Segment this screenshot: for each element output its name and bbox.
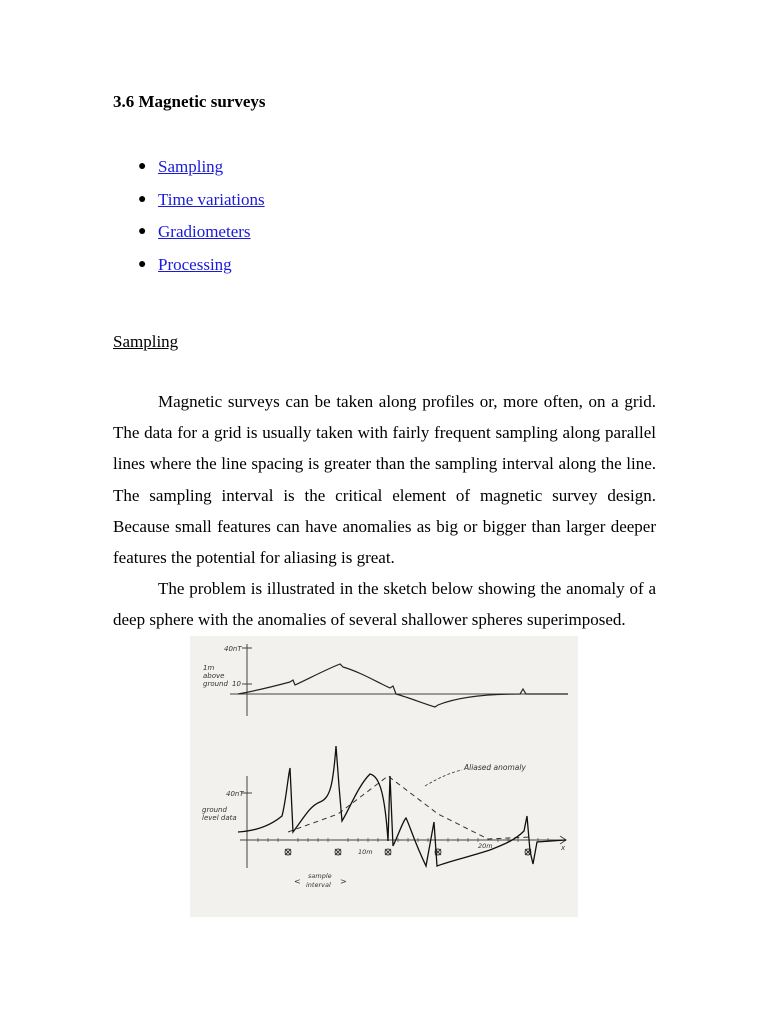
interval-label: interval [306, 881, 331, 889]
link-time-variations[interactable]: Time variations [158, 189, 265, 209]
paragraph-2: The problem is illustrated in the sketch below showing the anomaly of a deep sphere with the anomalies of several shallower spheres superimposed. [113, 579, 656, 630]
top-anomaly-curve [238, 664, 568, 707]
table-of-contents [138, 156, 265, 286]
bottom-y-label: 40nT [226, 790, 244, 798]
interval-label: sample [308, 872, 332, 880]
top-y-mid-label: 10 [232, 680, 241, 688]
sampling-section-title: Sampling [113, 332, 179, 351]
sketch-drawing [190, 636, 578, 917]
aliased-leader-line [425, 770, 462, 786]
bottom-side-label: level data [202, 814, 237, 822]
top-y-top-label: 40nT [224, 645, 242, 653]
top-side-label: 1m [203, 664, 215, 672]
bullet-icon: ● [138, 256, 147, 272]
interval-bracket-left: < [294, 877, 301, 886]
tick-label-10m: 10m [358, 848, 373, 856]
aliased-anomaly-curve [288, 776, 530, 839]
link-gradiometers[interactable]: Gradiometers [158, 222, 251, 241]
toc-item-sampling [138, 156, 265, 189]
link-processing[interactable]: Processing [158, 254, 232, 274]
top-side-label: ground [203, 680, 228, 688]
toc-item-gradiometers [138, 221, 265, 254]
toc-item-processing [138, 254, 265, 287]
tick-label-20m: 20m [478, 842, 493, 850]
link-sampling[interactable]: Sampling [158, 157, 224, 176]
aliased-anomaly-label: Aliased anomaly [464, 763, 526, 772]
section-heading: 3.6 Magnetic surveys [113, 92, 266, 111]
top-side-label: above [203, 672, 225, 680]
bullet-icon: ● [138, 224, 147, 239]
sampling-body [113, 386, 656, 636]
paragraph-1: Magnetic surveys can be taken along profiles or, more often, on a grid. The data for a grid is usually taken with fairly frequent sampling along parallel lines where the line spacing is greater than the sampling interval along the line. The sampling interval is the critical element of magnetic survey design. Because small features can have anomalies as big or bigger than larger deeper features the potential for aliasing is great. [113, 392, 656, 568]
aliasing-sketch [190, 636, 578, 917]
interval-bracket-right: > [340, 877, 347, 886]
x-axis-label: x [561, 844, 566, 852]
bullet-icon: ● [138, 159, 147, 174]
toc-item-time-variations [138, 189, 265, 222]
bottom-side-label: ground [202, 806, 227, 814]
bullet-icon: ● [138, 191, 147, 207]
sample-markers [285, 849, 531, 855]
